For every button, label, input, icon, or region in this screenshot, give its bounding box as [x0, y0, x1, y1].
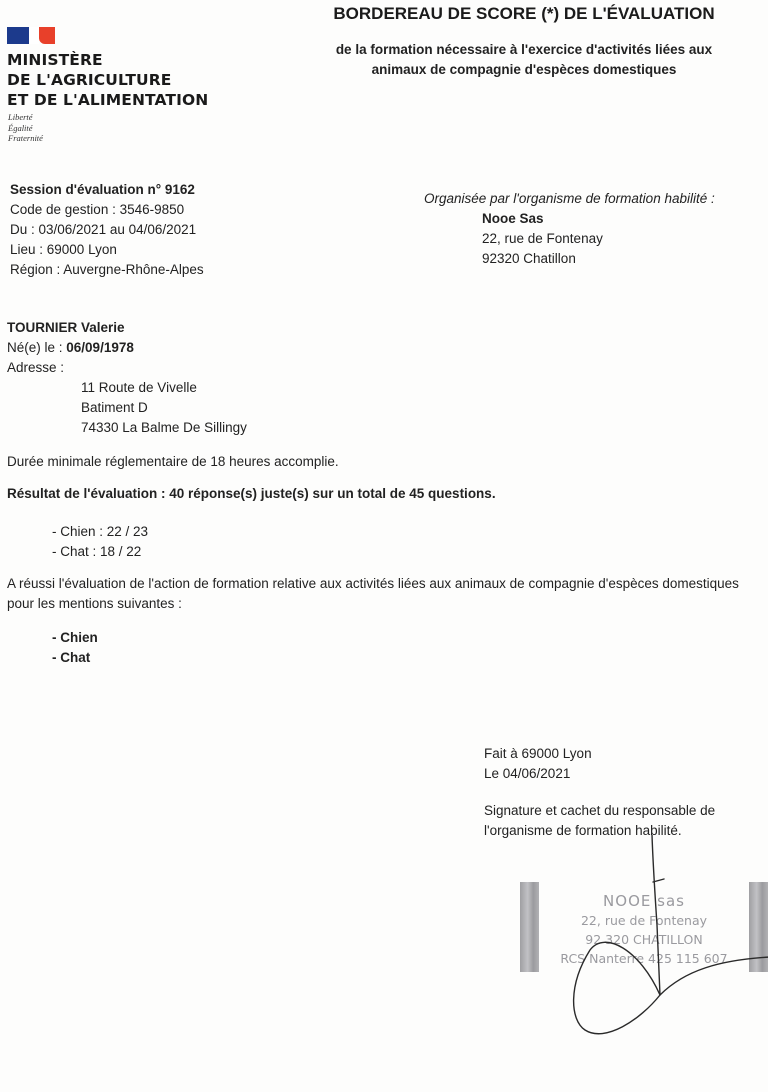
motto-line: Fraternité: [8, 133, 43, 143]
score-item-chien: - Chien : 22 / 23: [52, 524, 149, 539]
organizer-street: 22, rue de Fontenay: [482, 231, 603, 246]
signature-note-line: Signature et cachet du responsable de: [484, 803, 716, 818]
candidate-info: [7, 318, 247, 438]
candidate-birth: [7, 338, 247, 358]
address-label: Adresse :: [7, 360, 65, 375]
subtitle-line: de la formation nécessaire à l'exercice d'activités liées aux: [335, 42, 713, 57]
place-and-date: [484, 744, 592, 784]
subtitle-line: animaux de compagnie d'espèces domestiques: [371, 62, 677, 77]
birth-label: Né(e) le :: [7, 340, 67, 355]
flag-blue-part: [7, 27, 29, 44]
organizer-city: 92320 Chatillon: [482, 251, 576, 266]
ministry-line: DE L'AGRICULTURE: [7, 71, 172, 89]
signing-date: Le 04/06/2021: [484, 766, 571, 781]
address-line: 74330 La Balme De Sillingy: [81, 420, 247, 435]
organizer-name: Nooe Sas: [482, 211, 544, 226]
score-item-chat: - Chat : 18 / 22: [52, 544, 142, 559]
session-region: Région : Auvergne-Rhône-Alpes: [10, 262, 204, 277]
organizer-info: [424, 189, 715, 269]
birth-date: 06/09/1978: [66, 340, 134, 355]
motto-line: Liberté: [8, 112, 33, 122]
document-title: BORDEREAU DE SCORE (*) DE L'ÉVALUATION: [333, 4, 715, 23]
stamp-city: 92 320 CHATILLON: [585, 932, 703, 947]
mentions-list: [52, 628, 98, 668]
session-info: [10, 180, 204, 280]
republic-motto: [8, 112, 43, 144]
training-duration: Durée minimale réglementaire de 18 heures accomplie.: [7, 454, 339, 469]
stamp-rcs: RCS Nanterre 425 115 607: [560, 951, 728, 966]
address-line: Batiment D: [81, 400, 148, 415]
flag-red-part: [39, 27, 55, 44]
ministry-line: MINISTÈRE: [7, 51, 103, 69]
motto-line: Égalité: [8, 122, 33, 133]
mention-item: - Chien: [52, 630, 98, 645]
flag-white-part: [29, 27, 39, 44]
stamp-bar-left: [520, 882, 539, 972]
candidate-name: TOURNIER Valerie: [7, 320, 125, 335]
organizer-intro: Organisée par l'organisme de formation habilité :: [424, 191, 715, 206]
session-place: Lieu : 69000 Lyon: [10, 242, 117, 257]
session-code: Code de gestion : 3546-9850: [10, 202, 185, 217]
address-line: 11 Route de Vivelle: [81, 380, 197, 395]
score-list: [52, 522, 148, 562]
success-statement: A réussi l'évaluation de l'action de formation relative aux activités liées aux animaux de compagnie d'espèces domestiques pour les mentions suivantes :: [7, 576, 739, 611]
signature-note-line: l'organisme de formation habilité.: [484, 823, 682, 838]
marianne-flag-icon: [7, 27, 55, 44]
stamp-company-name: NOOE sas: [603, 892, 685, 910]
session-heading: Session d'évaluation n° 9162: [10, 182, 195, 197]
ministry-name: [7, 50, 208, 110]
session-dates: Du : 03/06/2021 au 04/06/2021: [10, 222, 197, 237]
ministry-line: ET DE L'ALIMENTATION: [7, 91, 209, 109]
stamp-street: 22, rue de Fontenay: [580, 913, 708, 928]
signing-place: Fait à 69000 Lyon: [484, 746, 592, 761]
document-subtitle: [280, 40, 768, 80]
evaluation-result: Résultat de l'évaluation : 40 réponse(s) juste(s) sur un total de 45 questions.: [7, 486, 496, 501]
handwritten-signature-icon: [560, 835, 768, 1040]
mention-item: - Chat: [52, 650, 91, 665]
